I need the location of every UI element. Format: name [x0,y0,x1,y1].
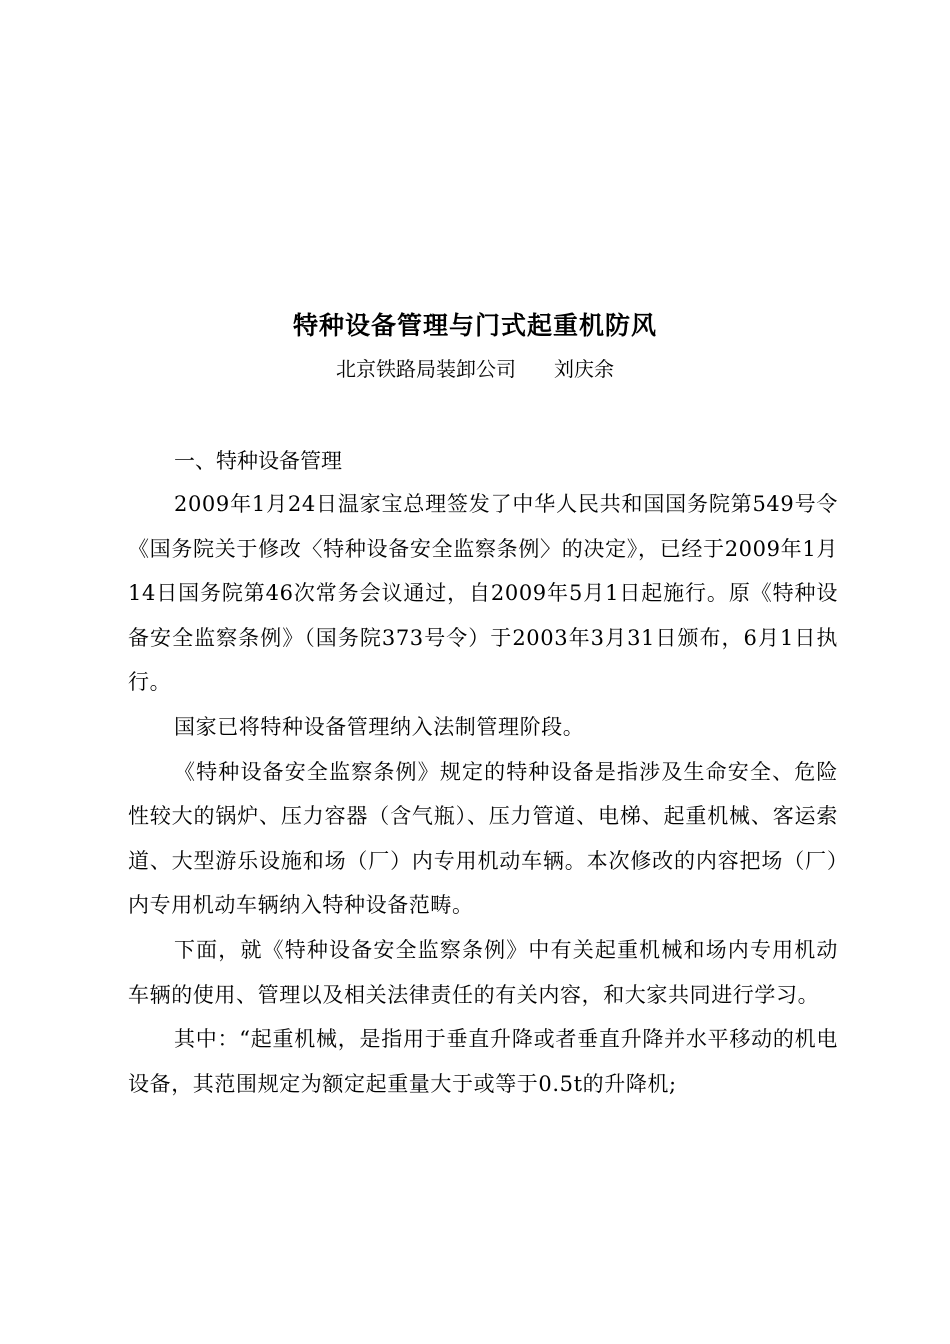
paragraph-legal-stage: 国家已将特种设备管理纳入法制管理阶段。 [174,714,585,739]
author-organization: 北京铁路局装卸公司 [336,357,516,381]
paragraph-crane-definition: 其中：“起重机械，是指用于垂直升降或者垂直升降并水平移动的机电设备，其范围规定为额定起重量大于或等于0.5t的升降机; [128,1027,838,1096]
paragraph-definition: 《特种设备安全监察条例》规定的特种设备是指涉及生命安全、危险性较大的锅炉、压力容器（含气瓶）、压力管道、电梯、起重机械、客运索道、大型游乐设施和场（厂）内专用机动车辆。本次修改的内容把场（厂）内专用机动车辆纳入特种设备范畴。 [128,759,838,918]
author-line [0,353,950,382]
section-heading: 一、特种设备管理 [174,449,342,473]
document-body [128,440,838,1106]
document-title: 特种设备管理与门式起重机防风 [292,311,657,340]
paragraph-study-intro: 下面，就《特种设备安全监察条例》中有关起重机械和场内专用机动车辆的使用、管理以及相关法律责任的有关内容，和大家共同进行学习。 [128,937,838,1007]
paragraph-decree: 2009年1月24日温家宝总理签发了中华人民共和国国务院第549号令《国务院关于修改〈特种设备安全监察条例〉的决定》，已经于2009年1月14日国务院第46次常务会议通过，自2009年5月1日起施行。原《特种设备安全监察条例》（国务院373号令）于2003年3月31日颁布，6月1日执行。 [128,492,838,695]
author-name: 刘庆余 [554,357,614,381]
